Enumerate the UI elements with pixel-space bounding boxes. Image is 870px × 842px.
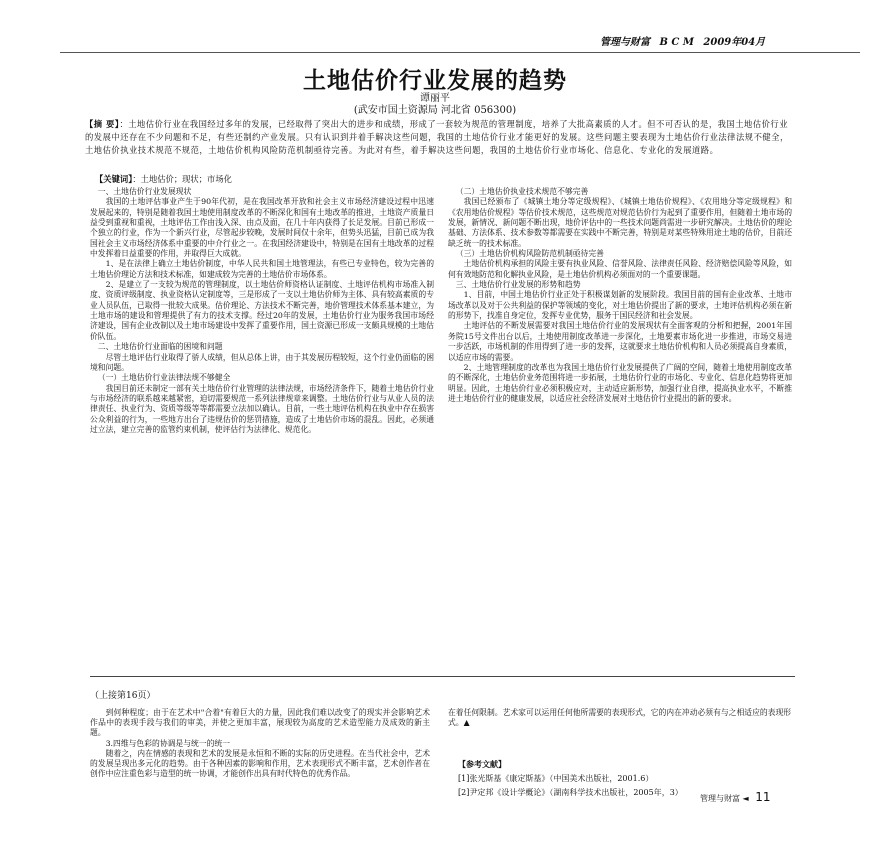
issue-date: 2009年04月 bbox=[703, 37, 766, 48]
paragraph: 土地估价机构承担的风险主要有执业风险、信誉风险、法律责任风险、经济赔偿风险等风险，如何有效地防范和化解执业风险，是土地估价机构必须面对的一个重要课题。 bbox=[448, 259, 792, 279]
page-number: 11 bbox=[755, 790, 771, 804]
paragraph: 尽管土地评估行业取得了骄人成绩，但从总体上讲，由于其发展历程较短，这个行业仍面临的困境和问题。 bbox=[90, 352, 434, 372]
continued-right-column bbox=[448, 708, 793, 728]
section-divider bbox=[90, 676, 795, 677]
section-heading: 二、土地估价行业面临的困境和问题 bbox=[97, 342, 223, 352]
author-affiliation: (武安市国土资源局 河北省 056300) bbox=[353, 105, 517, 116]
paragraph: 到何种程度；由于在艺术中"合着"有着巨大的力量，因此我们难以改变了的现实并会影响艺术作品中的表现手段与我们的审美，并使之更加丰富，展现较为高度的艺术造型能力及成效的新主题。 bbox=[90, 708, 430, 738]
footer-journal: 管理与财富 bbox=[700, 794, 740, 803]
keywords-text: ：土地估价；现状；市场化 bbox=[132, 174, 232, 184]
reference-item: [2]尹定邦《设计学概论》（湖南科学技术出版社，2005年，3） bbox=[458, 788, 683, 797]
running-header bbox=[600, 33, 850, 49]
paragraph: 土地评估的不断发展需要对我国土地估价行业的发展现状有全面客观的分析和把握，2001年国务院15号文件出台以后，土地使用制度改革进一步深化，土地要素市场化进一步推进，市场交易进一步活跃，市场机制的作用得到了进一步的发挥，这就要求土地估价机构和人员必须提高自身素质，以适应市场的需要。 bbox=[448, 321, 792, 362]
keywords-label: 【关键词】 bbox=[95, 174, 133, 184]
subsection-heading: 3.四维与色彩的协调是与统一的统一 bbox=[105, 738, 230, 748]
header-rule bbox=[60, 52, 860, 53]
paragraph: 我国已经颁布了《城镇土地分等定级规程》、《城镇土地估价规程》、《农用地分等定级规程》和《农用地估价规程》等估价技术规范，这些规范对规范估价行为起到了重要作用，但随着土地市场的发展，新情况、新问题不断出现，地价评估中的一些技术问题尚需进一步研究解决。土地估价的理论基础、方法体系、技术参数等都需要在实践中不断完善，特别是对某些特殊用途土地的估价，目前还缺乏统一的技术标准。 bbox=[448, 197, 792, 248]
subsection-heading: （三）土地估价机构风险防范机制亟待完善 bbox=[455, 249, 604, 259]
section-heading: 一、土地估价行业发展现状 bbox=[97, 187, 192, 196]
paragraph: 2、土地管理制度的改革也为我国土地估价行业发展提供了广阔的空间，随着土地使用制度改革的不断深化，土地估价业务范围将进一步拓展，土地估价行业的市场化、专业化、信息化趋势将更加明显。因此，土地估价行业必须积极应对，主动适应新形势，加强行业自律，提高执业水平，不断推进土地估价行业的健康发展，以适应社会经济发展对土地估价行业提出的新的要求。 bbox=[448, 362, 792, 403]
paragraph: 2、是建立了一支较为规范的管理制度，以土地估价师资格认证制度、土地评估机构市场准入制度、资质评级制度、执业资格认定制度等，三是形成了一支以土地估价师为主体、具有较高素质的专业人员队伍，已取得一批较大成果。估价理论、方法技术不断完善，地价管理技术体系基本建立，为土地市场的建设和管理提供了有力的技术支撑。经过20年的发展，土地估价行业为服务我国市场经济建设，国有企业改制以及土地市场建设中发挥了重要作用，国土资源已形成一支颇具规模的土地估价队伍。 bbox=[90, 280, 434, 341]
paragraph: 随着之，内在情感的表现和艺术的发展是永恒和不断的实际的历史进程。在当代社会中，艺术的发展呈现出多元化的趋势。由于各种因素的影响和作用，艺术表现形式不断丰富，艺术创作者在创作中应注重色彩与造型的统一协调，才能创作出具有时代特色的优秀作品。 bbox=[90, 748, 430, 779]
footer-arrow-icon: ◄ bbox=[742, 794, 749, 803]
subsection-heading: （二）土地估价执业技术规范不够完善 bbox=[455, 187, 589, 196]
abstract-label: 【摘 要】 bbox=[85, 119, 120, 129]
paragraph: 1、是在法律上确立土地估价制度，中华人民共和国土地管理法，有些已专业特色，较为完善的土地估价理论方法和技术标准，如建成较为完善的土地估价市场体系。 bbox=[90, 259, 434, 279]
keywords bbox=[95, 173, 795, 185]
paragraph: 在着任何限制。艺术家可以运用任何他所需要的表现形式，它的内在冲动必须有与之相适应的表现形式。▲ bbox=[448, 708, 792, 728]
abstract bbox=[85, 118, 795, 157]
section-heading: 三、土地估价行业发展的形势和趋势 bbox=[455, 280, 581, 290]
continued-label: （上接第16页） bbox=[90, 691, 156, 701]
right-column bbox=[448, 187, 792, 404]
continued-left-column bbox=[90, 708, 430, 779]
subsection-heading: （一）土地估价行业法律法规不够健全 bbox=[97, 373, 231, 383]
paragraph: 1、目前，中国土地估价行业正处于积极谋划新的发展阶段。我国目前的国有企业改革、土地市场改革以及对于公共利益的保护等领域的变化，对土地估价提出了新的要求，土地评估机构必须在新的形势下，找准自身定位，发挥专业优势，服务于国民经济和社会发展。 bbox=[448, 290, 792, 321]
paragraph: 我国目前还未制定一部有关土地估价行业管理的法律法规，市场经济条件下，随着土地估价行业与市场经济的联系越来越紧密，迫切需要规范一系列法律规章来调整。土地估价行业与从业人员的法律责任、执业行为、资质等级等等都需要立法加以确认。目前，一些土地评估机构在执业中存在损害公众利益的行为，一些地方出台了违规估价的惩罚措施，造成了土地估价市场的混乱。因此，必须通过立法，建立完善的监管约束机制，使评估行为法律化、规范化。 bbox=[90, 383, 434, 434]
article-author: 谭丽平 bbox=[420, 93, 450, 104]
article-title: 土地估价行业发展的趋势 bbox=[303, 68, 567, 94]
reference-item: [1]张光斯基《康定斯基》（中国美术出版社，2001.6） bbox=[458, 774, 654, 783]
abstract-text: ：土地估价行业在我国经过多年的发展，已经取得了突出大的进步和成绩，形成了一套较为规范的管理制度，培养了大批高素质的人才。但不可否认的是，我国土地估价行业的发展中还存在不少问题和不足，有些还制约产业发展。只有认识到并着手解决这些问题，我国的土地估价行业才能更好的发展。这些问题主要表现为土地估价行业法律法规不健全，土地估价执业技术规范不规范，土地估价机构风险防范机制亟待完善。为此对有些，着手解决这些问题，我国的土地估价行业市场化、信息化、专业化的发展道路。 bbox=[85, 119, 789, 155]
page-footer bbox=[700, 790, 771, 804]
journal-abbr: B C M bbox=[659, 37, 694, 48]
paragraph: 我国的土地评估事业产生于90年代初，是在我国改革开放和社会主义市场经济建设过程中迅速发展起来的，特别是随着我国土地使用制度改革的不断深化和国有土地改革的推进，土地资产质量日益受到重视和重视，土地评估工作由浅入深、由点及面，在几十年内获得了长足发展。目前已形成一个独立的行业，作为一个新兴行业，尽管起步较晚，发展时间仅十余年，但势头迅猛，目前已成为我国社会主义市场经济体系中重要的中介行业之一。在我国经济建设中，特别是在国有土地改革的过程中发挥着日益重要的作用，并取得巨大成就。 bbox=[90, 197, 434, 259]
references-title: 【参考文献】 bbox=[458, 760, 506, 769]
journal-name: 管理与财富 bbox=[600, 37, 650, 48]
left-column bbox=[90, 187, 434, 435]
